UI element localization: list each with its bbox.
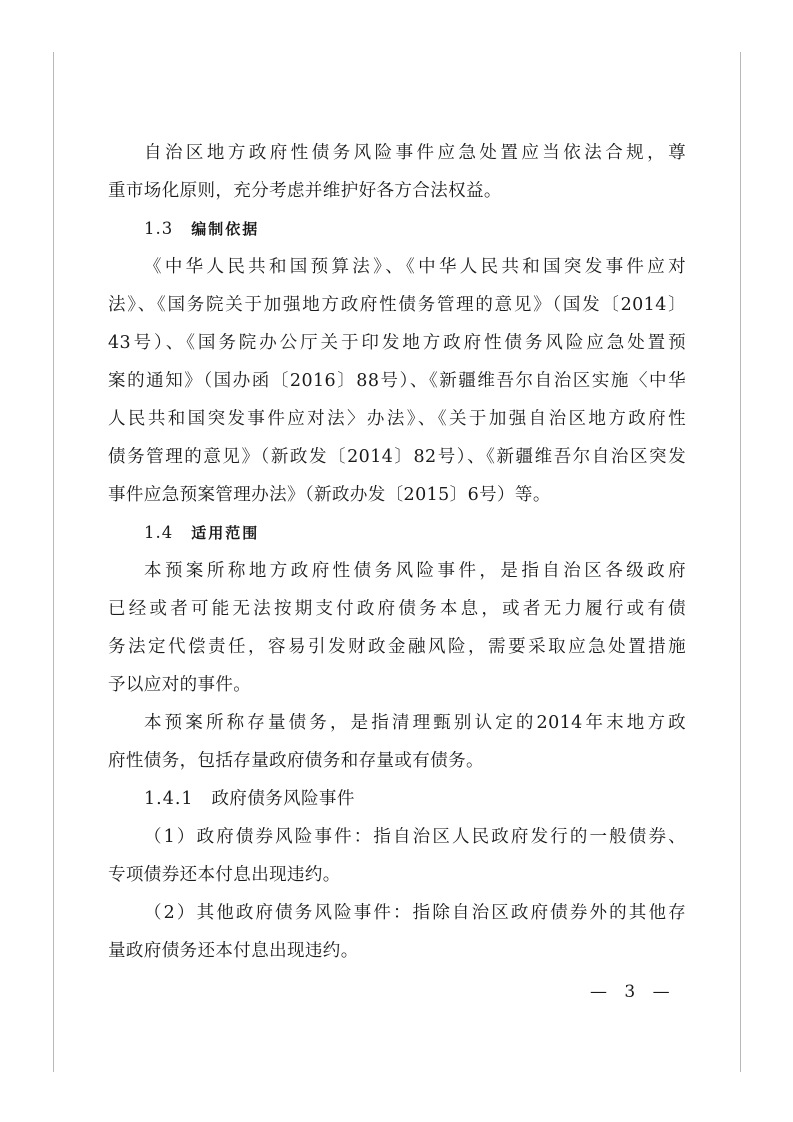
text-line: 务法定代偿责任，容易引发财政金融风险，需要采取应急处置措施: [108, 637, 686, 657]
text-line: 本预案所称存量债务，是指清理甄别认定的2014年末地方政: [144, 713, 686, 733]
section-heading-1-4: [108, 514, 686, 552]
text-line: 43号）、《国务院办公厅关于印发地方政府性债务风险应急处置预: [108, 333, 686, 353]
text-line: 府性债务，包括存量政府债务和存量或有债务。: [108, 751, 484, 771]
text-line: 案的通知》（国办函〔2016〕88号）、《新疆维吾尔自治区实施〈中华: [108, 371, 686, 391]
text-line: 人民共和国突发事件应对法〉办法》、《关于加强自治区地方政府性: [108, 409, 686, 429]
text-line: 本预案所称地方政府性债务风险事件，是指自治区各级政府: [144, 561, 686, 581]
section-heading-1-3: [108, 210, 686, 248]
section-title: 编制依据: [191, 220, 260, 238]
subsection-title: 政府债务风险事件: [211, 789, 355, 809]
text-line: 予以应对的事件。: [108, 675, 252, 695]
subsection-number: 1.4.1: [144, 789, 194, 809]
text-line: 自治区地方政府性债务风险事件应急处置应当依法合规，尊: [144, 143, 686, 163]
right-margin-rule: [740, 52, 741, 1072]
document-body: [108, 134, 686, 970]
text-line: （1）政府债券风险事件：指自治区人民政府发行的一般债券、: [144, 827, 686, 847]
section-number: 1.3: [144, 219, 174, 238]
section-title: 适用范围: [191, 524, 260, 542]
text-line: 事件应急预案管理办法》（新政办发〔2015〕6号）等。: [108, 485, 551, 505]
text-line: 重市场化原则，充分考虑并维护好各方合法权益。: [108, 181, 502, 201]
subsection-heading-1-4-1: [108, 780, 686, 818]
section-number: 1.4: [144, 523, 174, 542]
text-line: 量政府债务还本付息出现违约。: [108, 941, 359, 961]
page-number: — 3 —: [590, 982, 676, 1002]
text-line: 债务管理的意见》（新政发〔2014〕82号）、《新疆维吾尔自治区突发: [108, 447, 686, 467]
text-line: （2）其他政府债务风险事件：指除自治区政府债券外的其他存: [144, 903, 686, 923]
text-line: 《中华人民共和国预算法》、《中华人民共和国突发事件应对: [144, 257, 686, 277]
text-line: 法》、《国务院关于加强地方政府性债务管理的意见》（国发〔2014〕: [108, 295, 686, 315]
text-line: 已经或者可能无法按期支付政府债务本息，或者无力履行或有债: [108, 599, 686, 619]
text-line: 专项债券还本付息出现违约。: [108, 865, 341, 885]
left-margin-rule: [53, 52, 54, 1072]
